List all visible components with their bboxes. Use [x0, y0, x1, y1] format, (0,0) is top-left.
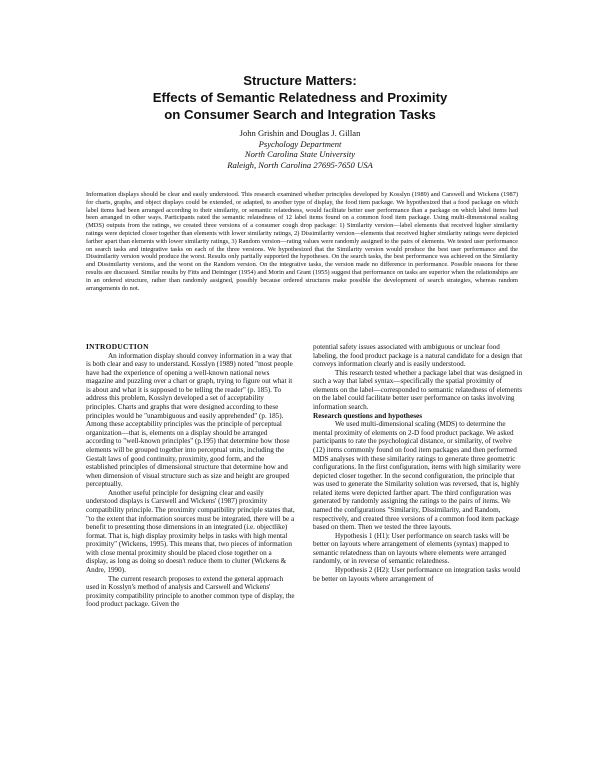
- intro-continued-paragraph: potential safety issues associated with ambiguous or unclear food labeling, the food product package is a natural candidate for a design that conveys information clearly and is easily understood.: [313, 343, 523, 369]
- author-names: John Grishin and Douglas J. Gillan: [239, 128, 361, 138]
- author-department: Psychology Department: [258, 138, 342, 149]
- intro-paragraph-1: An information display should convey information in a way that is both clear and easy to understand. Kosslyn (1989) noted "most people have had the experience of opening a well-known national news magazine and puzzling over a chart or graph, trying to figure out what it is about and what it is supposed to be telling the reader" (p. 185). To address this problem, Kosslyn developed a set of acceptability principles. Charts and graphs that were designed according to these principles would be "unambiguous and easily apprehended" (p. 185). Among these acceptability principles was the principle of perceptual organization—that is, elements on a display should be arranged according to "well-known principles" (p.195) that determine how those elements will be grouped together into perceptual units, including the Gestalt laws of good continuity, proximity, good form, and the established principles of dimensional structure that determine how and when dimension of visual structure such as size and height are grouped perceptually.: [86, 351, 293, 489]
- right-column: [313, 343, 524, 583]
- section-heading-introduction: INTRODUCTION: [86, 342, 149, 351]
- author-university: North Carolina State University: [244, 149, 356, 159]
- intro-paragraph-4: This research tested whether a package label that was designed in such a way that label syntax—specifically the spatial proximity of elements on the label—corresponded to semantic relatedness of elements on the label could facilitate better user performance on tasks involving information search.: [313, 368, 523, 412]
- hypothesis-1-paragraph: Hypothesis 1 (H1): User performance on search tasks will be better on layouts where arrangement of elements (syntax) mapped to semantic relatedness than on layouts where elements were arranged randomly, or in reverse of semantic relatedness.: [313, 531, 510, 566]
- paper-title: [60, 72, 540, 123]
- intro-paragraph-2: Another useful principle for designing clear and easily understood displays is Carswell and Wickens' (1987) proximity compatibility principle. The proximity compatibility principle states that, "to the extent that information sources must be integrated, there will be a benefit to presenting those dimensions in an integrated (i.e. objectlike) format. That is, high display proximity helps in tasks with high mental proximity" (Wickens, 1995). This means that, two pieces of information with close mental proximity should be placed close together on a display, as long as doing so doesn't reduce them to clutter (Wickens & Andre, 1990).: [86, 488, 295, 575]
- title-line-1: Structure Matters:: [243, 73, 357, 88]
- hypothesis-2-paragraph: Hypothesis 2 (H2): User performance on integration tasks would be better on layouts where arrangement of: [313, 566, 521, 583]
- intro-paragraph-3: The current research proposes to extend the general approach used in Kosslyn's method of analysis and Carswell and Wickens' proximity compatibility principle to another common type of display, the food product package. Given the: [86, 574, 295, 609]
- left-column: [86, 343, 295, 609]
- abstract: Information displays should be clear and easily understood. This research examined whether principles developed by Kosslyn (1989) and Carswell and Wickens (1987) for charts, graphs, and object displays could be extended, or adapted, to another type of display, the food item package. We hypothesized that a food package on which label items had been arranged according to their similarity, or semantic relatedness, would facilitate better user performance than a package on which label items had been arranged in other ways. Participants rated the semantic relatedness of 12 label items found on a common food item package. Using multi-dimensional scaling (MDS) outputs from the ratings, we created three versions of a consumer cough drop package: 1) Similarity version—label elements that received higher similarity ratings were depicted closer together than elements with lower similarity ratings, 2) Dissimilarity version—elements that received higher similarity ratings were depicted farther apart than elements with lower similarity ratings, 3) Random version—rating values were randomly assigned to the pairs of elements. We tested user performance on search tasks and integrative tasks on each of the three versions. We hypothesized that the Similarity version would produce the best user performance and the Dissimilarity version would produce the worst. Results only partially supported the hypotheses. On the search tasks, the best performance was achieved on the Similarity and Dissimilarity versions, and the worst on the Random version. On the integrative tasks, the version made no difference in performance. Possible reasons for these results are discussed. Similar results by Fitts and Deininger (1954) and Morin and Grant (1955) suggest that performance on tasks are superior when the relationships are in an ordered structure, rather than randomly assigned, possibly because ordered structures make possible the development of search strategies, whereas random arrangements do not.: [86, 191, 518, 292]
- title-line-3: on Consumer Search and Integration Tasks: [164, 107, 436, 122]
- author-address: Raleigh, North Carolina 27695-7650 USA: [227, 159, 373, 170]
- author-block: [100, 128, 500, 170]
- research-paragraph-1: We used multi-dimensional scaling (MDS) to determine the mental proximity of elements on 2-D food product package. We asked participants to rate the psychological distance, or similarity, of twelve (12) items commonly found on food item packages and then performed MDS analyses with these similarity ratings to generate three geometric configurations. In the first configuration, items with high similarity were depicted closer together. In the second configuration, the principle that was used to generate the Similarity solution was reversed, that is, highly related items were depicted farther apart. The third configuration was generated by randomly assigning the ratings to the pairs of items. We named the configurations "Similarity, Dissimilarity, and Random, respectively, and created three versions of a common food item package based on them. Then we tested the three layouts.: [313, 420, 521, 532]
- section-heading-research-questions: Research questions and hypotheses: [313, 410, 423, 420]
- title-line-2: Effects of Semantic Relatedness and Proximity: [152, 90, 448, 105]
